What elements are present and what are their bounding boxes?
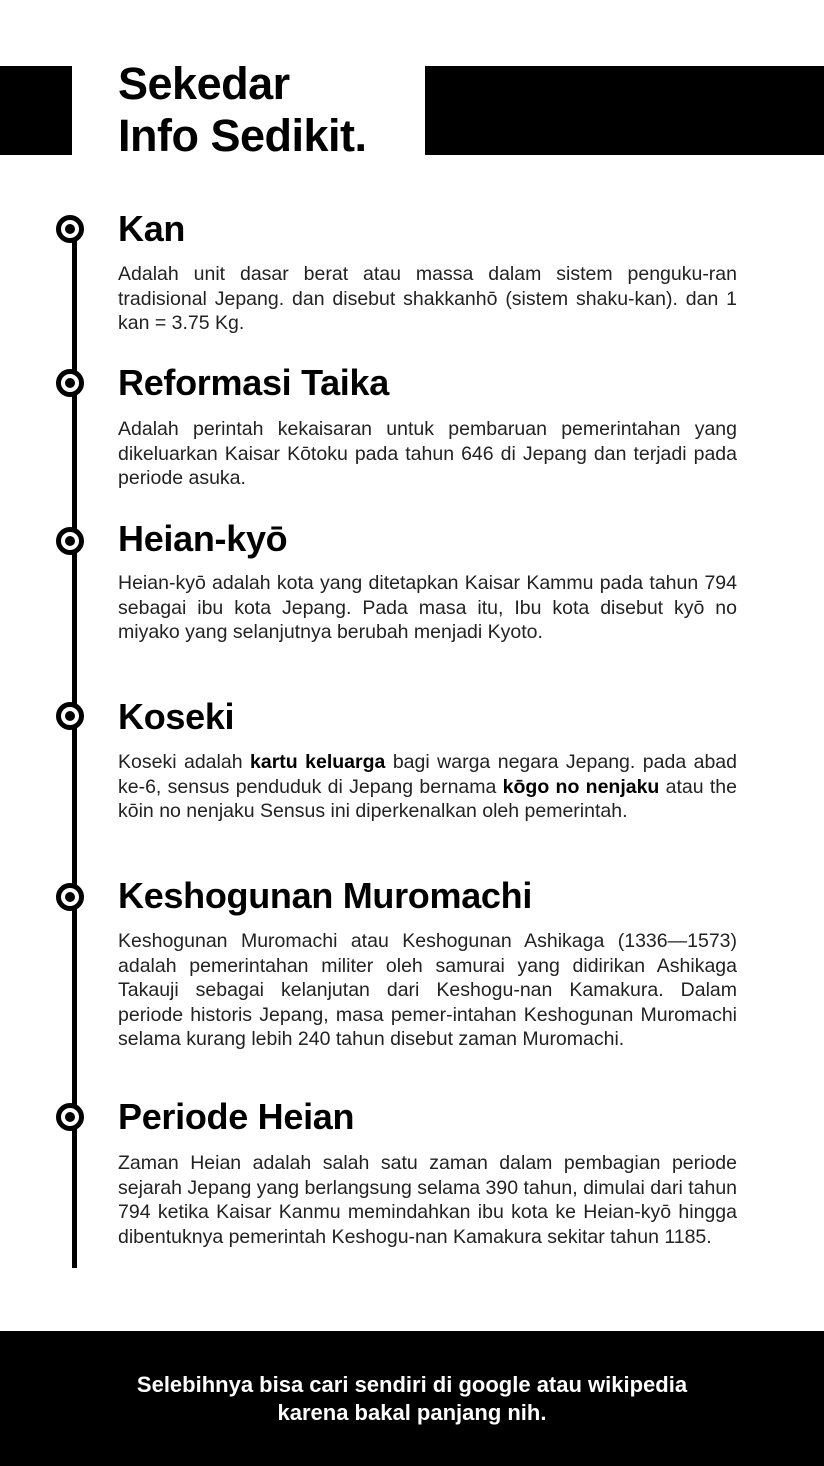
body-bold: kōgo no nenjaku bbox=[502, 775, 660, 798]
section-title: Keshogunan Muromachi bbox=[118, 875, 533, 916]
section-body bbox=[118, 750, 737, 824]
section-title: Koseki bbox=[118, 696, 235, 737]
timeline-dot-icon bbox=[56, 215, 84, 243]
section-body: Heian-kyō adalah kota yang ditetapkan Kaisar Kammu pada tahun 794 sebagai ibu kota Jepang. Pada masa itu, Ibu kota disebut kyō no miyako yang selanjutnya berubah menjadi Kyoto. bbox=[118, 572, 737, 643]
section-body: Keshogunan Muromachi atau Keshogunan Ashikaga (1336—1573) adalah pemerintahan militer oleh samurai yang didirikan Ashikaga Takauji sebagai kelanjutan dari Keshogu-nan Kamakura. Dalam periode historis Jepang, masa pemer-intahan Keshogunan Muromachi selama kurang lebih 240 tahun disebut zaman Muromachi. bbox=[118, 930, 737, 1050]
timeline-dot-icon bbox=[56, 369, 84, 397]
section-title: Heian-kyō bbox=[118, 518, 288, 559]
body-text: bagi warga negara Jepang. pada abad ke-6, sensus penduduk di Jepang bernama bbox=[118, 751, 738, 798]
section-title: Kan bbox=[118, 208, 186, 249]
section-body: Adalah unit dasar berat atau massa dalam sistem penguku-ran tradisional Jepang. dan disebut shakkanhō (sistem shaku-kan). dan 1 kan = 3.75 Kg. bbox=[118, 263, 737, 334]
body-text: Koseki adalah bbox=[118, 751, 251, 773]
title-line-2: Info Sedikit. bbox=[118, 110, 367, 161]
section-title: Periode Heian bbox=[118, 1096, 355, 1137]
title-line-1: Sekedar bbox=[118, 58, 290, 109]
timeline-dot-icon bbox=[56, 527, 84, 555]
page-title bbox=[118, 58, 367, 162]
header-bar-left bbox=[0, 66, 72, 155]
footer-line-1: Selebihnya bisa cari sendiri di google atau wikipedia bbox=[136, 1372, 688, 1397]
header-bar-right bbox=[425, 66, 824, 155]
body-bold: kartu keluarga bbox=[250, 751, 386, 773]
footer bbox=[0, 1331, 824, 1466]
timeline-dot-icon bbox=[56, 883, 84, 911]
section-body: Zaman Heian adalah salah satu zaman dalam pembagian periode sejarah Jepang yang berlangsung selama 390 tahun, dimulai dari tahun 794 ketika Kaisar Kanmu memindahkan ibu kota ke Heian-kyō hingga dibentuknya pemerintah Keshogu-nan Kamakura sekitar tahun 1185. bbox=[118, 1152, 738, 1248]
timeline-dot-icon bbox=[56, 1103, 84, 1131]
section-title: Reformasi Taika bbox=[118, 362, 389, 403]
section-body: Adalah perintah kekaisaran untuk pembaruan pemerintahan yang dikeluarkan Kaisar Kōtoku pada tahun 646 di Jepang dan terjadi pada periode asuka. bbox=[118, 418, 737, 489]
timeline-dot-icon bbox=[56, 702, 84, 730]
footer-text bbox=[0, 1371, 824, 1427]
body-text: atau the kōin no nenjaku Sensus ini diperkenalkan oleh pemerintah. bbox=[118, 775, 737, 822]
footer-line-2: karena bakal panjang nih. bbox=[277, 1400, 547, 1425]
